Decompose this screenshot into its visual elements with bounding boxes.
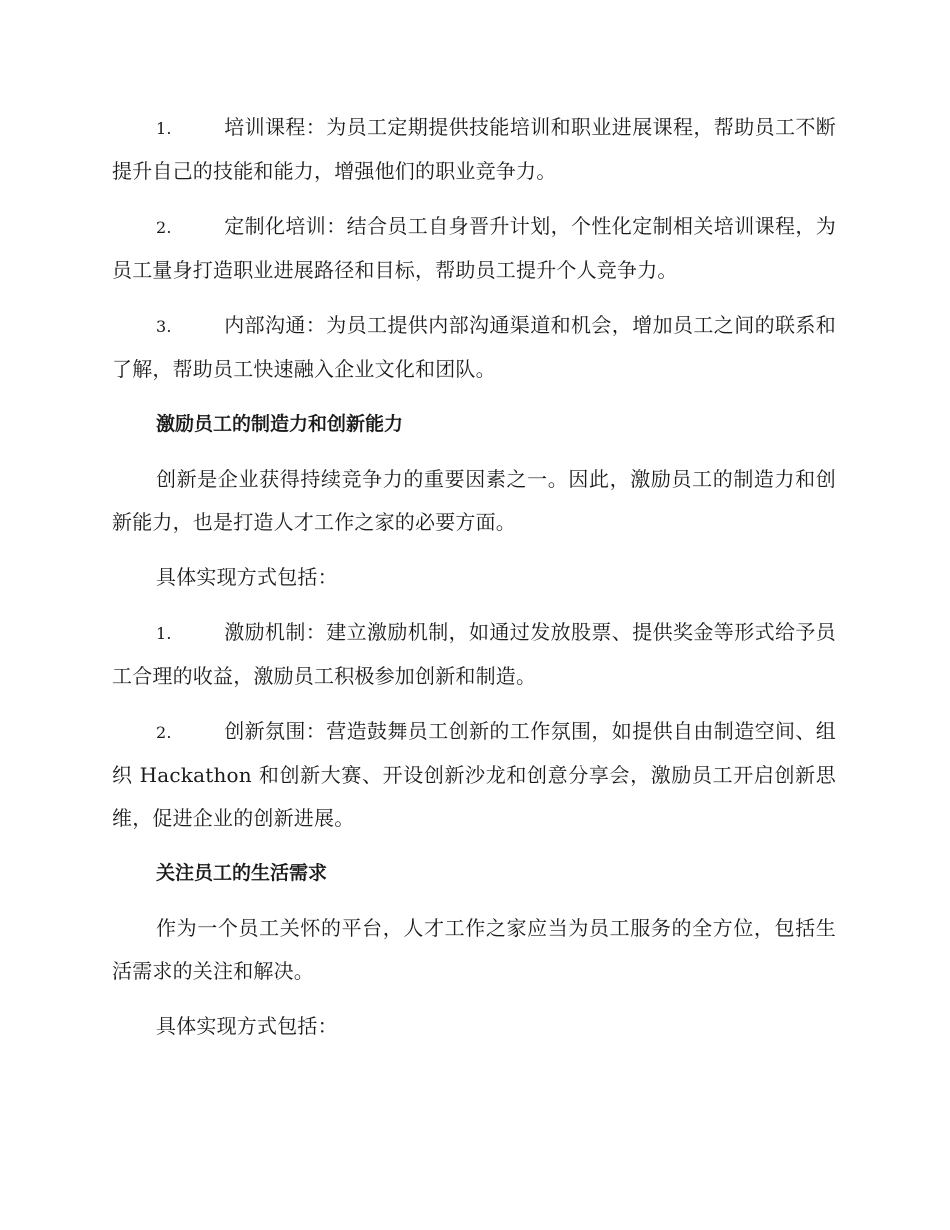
list-number: 1. (156, 624, 172, 643)
list-text: 激励机制：建立激励机制，如通过发放股票、提供奖金等形式给予员工合理的收益，激励员工积极参加创新和制造。 (112, 620, 836, 688)
list-number: 2. (156, 218, 172, 237)
list-text: 创新氛围：营造鼓舞员工创新的工作氛围，如提供自由制造空间、组织 Hackathon 和创新大赛、开设创新沙龙和创意分享会，激励员工开启创新思维，促进企业的创新进展。 (112, 719, 836, 830)
list-item (112, 304, 836, 391)
list-item (112, 710, 836, 840)
list-number: 3. (156, 317, 172, 336)
list-text: 定制化培训：结合员工自身晋升计划，个性化定制相关培训课程，为员工量身打造职业进展路径和目标，帮助员工提升个人竞争力。 (112, 214, 836, 282)
list-item (112, 611, 836, 698)
document-page (112, 106, 836, 1060)
list-item (112, 205, 836, 292)
paragraph: 作为一个员工关怀的平台，人才工作之家应当为员工服务的全方位，包括生活需求的关注和解决。 (112, 916, 836, 983)
paragraph: 创新是企业获得持续竞争力的重要因素之一。因此，激励员工的制造力和创新能力，也是打造人才工作之家的必要方面。 (112, 467, 836, 534)
section-heading: 激励员工的制造力和创新能力 (156, 413, 404, 435)
list-number: 2. (156, 723, 172, 742)
list-item (112, 106, 836, 193)
paragraph: 具体实现方式包括： (156, 1014, 338, 1038)
list-text: 内部沟通：为员工提供内部沟通渠道和机会，增加员工之间的联系和了解，帮助员工快速融入企业文化和团队。 (112, 313, 836, 381)
list-text: 培训课程：为员工定期提供技能培训和职业进展课程，帮助员工不断提升自己的技能和能力，增强他们的职业竞争力。 (112, 115, 836, 183)
list-number: 1. (156, 119, 172, 138)
paragraph: 具体实现方式包括： (156, 565, 338, 589)
section-heading: 关注员工的生活需求 (156, 862, 328, 884)
